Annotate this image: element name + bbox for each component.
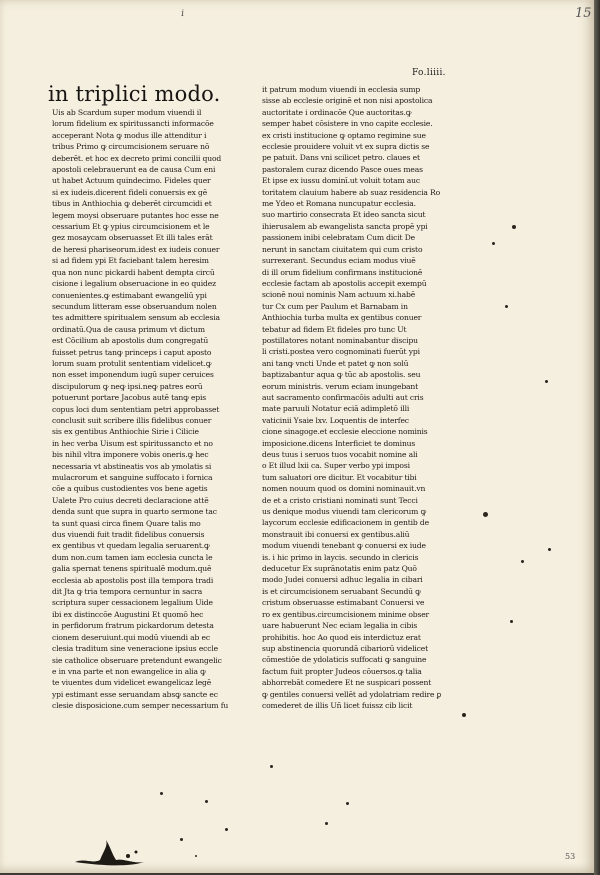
- text-line: semper habet cōsistere in vno capite ecclesie.: [262, 119, 433, 129]
- text-line: ypi estimant esse seruandam absꝙ sancte ec: [52, 689, 218, 699]
- text-line: Ualete Pro cuius decreti declaracione attē: [52, 495, 209, 505]
- text-line: di ill orum fidelium confirmans institucionē: [262, 267, 423, 277]
- text-line: ex cristi institucione ꝙ optamo regimine sue: [262, 130, 426, 140]
- text-line: nomen nouum quod os domini nominauit.vn: [262, 484, 426, 494]
- text-line: sup abstinencia quorundā cibariorū videlicet: [262, 643, 429, 653]
- text-line: is. i hic primo in laycis. secundo in clericis: [262, 552, 419, 562]
- text-line: galia spernat tenens spiritualē modum.quē: [52, 564, 212, 574]
- text-line: deus tuus i seruos tuos vocabit nomine ali: [262, 450, 418, 459]
- text-line: de et a cristo cristiani nominati sunt Tecci: [262, 495, 418, 505]
- bottom-corner-mark: 53: [565, 852, 576, 861]
- text-line: nerunt in sanctam ciuitatem qui cum cristo: [262, 244, 423, 254]
- text-line: cristum obseruasse estimabant Conuersi ve: [262, 598, 425, 608]
- text-line: scionē noui nominis Nam actuum xi.habē: [262, 290, 416, 300]
- text-line: toritatem clauium habere ab suaz residencia Ro: [262, 187, 441, 197]
- text-line: legem moysi obseruare putantes hoc esse ne: [52, 210, 219, 220]
- text-line: o Et illud lxii ca. Super verbo ypi imposi: [262, 461, 410, 471]
- text-line: prohibitis. hoc Ao quod eis interdictuz erat: [262, 632, 421, 642]
- text-line: denda sunt que supra in quarto sermone tac: [52, 507, 217, 517]
- left-text-column: [52, 107, 252, 712]
- ink-spot: [462, 713, 466, 717]
- text-line: sis ex gentibus Anthiochie Sirie i Cilicie: [52, 427, 199, 437]
- text-line: tum saluatori ore dicitur. Et vocabitur tibi: [262, 472, 417, 482]
- text-line: tes admittere spiritualem sensum ab ecclesia: [52, 313, 220, 323]
- text-line: cione sinagoge.et ecclesie eleccione nominis: [262, 427, 428, 437]
- text-line: me Ydeo et Romana nuncupatur ecclesia.: [262, 199, 416, 209]
- text-line: ani tanꝙ vncti Unde et patet ꝙ non solū: [262, 358, 409, 368]
- text-line: ro ex gentibus.circumcisionem minime obser: [262, 609, 430, 619]
- text-line: bis nihil vltra imponere vobis oneris.ꝙ hec: [52, 450, 209, 460]
- corner-page-number: 15: [575, 6, 592, 21]
- text-line: dus viuendi fuit tradit fidelibus conuersis: [52, 530, 205, 540]
- text-line: it patrum modum viuendi in ecclesia sump: [262, 85, 421, 94]
- text-line: ordinatū.Qua de causa primum vt dictum: [52, 324, 205, 334]
- text-line: tebatur ad fidem Et fideles pro tunc Ut: [262, 324, 407, 334]
- text-line: lorum suam protulit sententiam videlicet.ꝙ: [52, 358, 212, 368]
- text-line: tur Cx cum per Paulum et Barnabam in: [262, 301, 408, 311]
- top-margin-mark: i: [180, 8, 185, 20]
- text-line: tibus in Anthiochia ꝙ deberēt circumcidi et: [52, 199, 212, 209]
- text-line: cionem deseruiunt.qui modū viuendi ab ec: [52, 632, 210, 642]
- text-line: apostoli celebrauerunt ea de causa Cum eni: [52, 165, 216, 175]
- ink-spot: [195, 855, 197, 857]
- text-line: cōmestiōe de ydolaticis suffocati ꝙ sanguine: [262, 655, 427, 665]
- text-line: ihierusalem ab ewangelista sancta propē ypi: [262, 221, 428, 231]
- text-line: Et ipse ex iussu dominī.ut voluit totam auc: [262, 176, 420, 186]
- ink-spot: [225, 828, 228, 831]
- text-line: imposicione.dicens Interficiet te dominus: [262, 438, 416, 448]
- right-text-column: [262, 84, 467, 711]
- text-line: clesie disposicione.cum semper necessarium fu: [52, 701, 229, 711]
- text-line: copus loci dum sententiam petri approbasset: [52, 404, 220, 414]
- folio-number: Fo.liiii.: [412, 68, 446, 78]
- ink-spot: [492, 242, 495, 245]
- page-heading: in triplici modo.: [48, 82, 221, 106]
- text-line: pastoralem curaz dicendo Pasce oues meas: [262, 164, 423, 174]
- text-line: monstrauit ibi conuersi ex gentibus.aliū: [262, 529, 410, 539]
- text-line: mate paruuli Notatur eciā adimpletō illi: [262, 404, 410, 414]
- text-line: tribus Primo ꝙ circumcisionem seruare nō: [52, 142, 210, 152]
- page-edge-shadow: [594, 0, 600, 875]
- text-line: conuenientes.ꝙ estimabant ewangeliū ypi: [52, 290, 207, 300]
- ink-blot: [70, 838, 150, 868]
- text-line: factum fuit propter Judeos cōuersos.ꝙ talia: [262, 666, 422, 676]
- text-line: auctoritate i ordinacōe Que auctoritas.ꝙ: [262, 107, 412, 117]
- ink-spot: [160, 792, 163, 795]
- text-line: de heresi phariseorum.idest ex iudeis conuer: [52, 244, 220, 254]
- text-line: aut sacramento confirmacōis adulti aut cris: [262, 392, 424, 402]
- ink-spot: [545, 380, 548, 383]
- ink-spot: [510, 620, 513, 623]
- text-line: potuerunt portare Jacobus autē tanꝙ epis: [52, 393, 207, 403]
- text-line: in hec verba Uisum est spiritussancto et no: [52, 438, 213, 448]
- text-line: gez mosaycam obseruasset Et illi tales erāt: [52, 233, 213, 243]
- text-line: ta sunt quasi circa finem Quare talis mo: [52, 518, 201, 528]
- ink-spot: [180, 838, 183, 841]
- text-line: est Cōcilium ab apostolis dum congregatū: [52, 336, 209, 346]
- text-line: cisione i legalium obseruacione in eo quidez: [52, 279, 216, 289]
- text-line: comederet de illis Uñ licet fuissz cib licit: [262, 700, 413, 710]
- text-line: ꝙ gentiles conuersi vellēt ad ydolatriam redire ꝑ: [262, 689, 442, 699]
- text-line: baptizabantur aqua ꝙ tūc ab apostolis. seu: [262, 370, 421, 380]
- text-line: us denique modus viuendi tam clericorum ꝙ: [262, 507, 427, 517]
- text-line: Anthiochia turba multa ex gentibus conuer: [262, 313, 422, 323]
- text-line: Uis ab Scardum super modum viuendi il: [52, 108, 202, 117]
- text-line: te viuentes dum videlicet ewangelicaz legē: [52, 678, 212, 688]
- ink-spot: [521, 560, 524, 563]
- text-line: li cristi.postea vero cognominati fuerūt ypi: [262, 347, 420, 357]
- text-line: e in vna parte et non ewangelice in alia ꝙ: [52, 666, 206, 676]
- text-line: ut habet Actuum quindecimo. Fideles quer: [52, 176, 211, 186]
- text-line: vaticinii Ysaie lxv. Loquentis de interfec: [262, 415, 409, 425]
- text-line: cōe a quibus custodientes vos bene agetis: [52, 484, 208, 494]
- text-line: mulacrorum et sanguine suffocato i fornica: [52, 473, 213, 482]
- text-line: si ad fidem ypi Et faciebant talem heresim: [52, 256, 209, 266]
- text-line: ex gentibus vt quedam legalia seruarent.ꝙ: [52, 541, 210, 551]
- text-line: qua non nunc pickardi habent dempta circū: [52, 267, 215, 277]
- text-line: ecclesia ab apostolis post illa tempora tradi: [52, 575, 214, 585]
- ink-spot: [205, 800, 208, 803]
- text-line: secundum litteram esse obseruandum nolen: [52, 301, 217, 311]
- text-line: ibi ex distinccōe Augustini Et quomō hec: [52, 609, 204, 619]
- text-line: discipulorum ꝙ neꝙ ipsi.neꝙ patres eorū: [52, 381, 203, 391]
- ink-spot: [483, 512, 488, 517]
- text-line: clesia traditum sine veneracione ipsius eccle: [52, 644, 218, 654]
- ink-spot: [325, 822, 328, 825]
- text-line: fuisset petrus tanꝙ princeps i caput aposto: [52, 347, 212, 357]
- text-line: lorum fidelium ex spiritussancti informacōe: [52, 119, 214, 129]
- text-line: deberēt. et hoc ex decreto primi concilii quod: [52, 153, 222, 163]
- text-line: passionem inibi celebratam Cum dicit De: [262, 233, 415, 243]
- text-line: ecclesie factam ab apostolis accepit exempū: [262, 278, 427, 288]
- text-line: deducetur Ex suprānotatis enim patz Quō: [262, 564, 417, 574]
- text-line: in perfidorum fratrum pickardorum detesta: [52, 621, 214, 631]
- text-line: modo Judei conuersi adhuc legalia in cibari: [262, 575, 423, 585]
- text-line: ecclesie prouidere voluit vt ex supra dictis se: [262, 142, 430, 152]
- text-line: suo martirio consecrata Et ideo sancta sicut: [262, 210, 426, 220]
- text-line: abhorrebāt comedere Et ne suspicari possent: [262, 678, 432, 688]
- ink-spot: [346, 802, 349, 805]
- text-line: conclusit suit scribere illis fidelibus conuer: [52, 415, 212, 425]
- text-line: si ex iudeis.dicerent fideli conuersis ex gē: [52, 187, 208, 197]
- text-line: dit Jta ꝙ tria tempora cernuntur in sacra: [52, 587, 203, 597]
- text-line: laycorum ecclesie edificacionem in gentib de: [262, 518, 429, 528]
- text-line: modum viuendi tenebant ꝙ conuersi ex iude: [262, 541, 426, 551]
- text-line: non esset imponendum iugū super ceruices: [52, 370, 214, 380]
- text-line: surrexerant. Secundus eciam modus viuē: [262, 256, 416, 266]
- text-line: cessarium Et ꝙ ypius circumcisionem et le: [52, 222, 210, 232]
- text-line: eorum ministris. verum eciam inungebant: [262, 381, 419, 391]
- text-line: sie catholice obseruare pretendunt ewangelic: [52, 655, 222, 665]
- text-line: necessaria vt abstineatis vos ab ymolatis si: [52, 461, 212, 471]
- text-line: scriptura super cessacionem legalium Uide: [52, 598, 213, 608]
- text-line: sisse ab ecclesie originē et non nisi apostolica: [262, 96, 433, 106]
- ink-spot: [505, 305, 508, 308]
- text-line: uare habuerunt Nec eciam legalia in cibis: [262, 621, 418, 631]
- text-line: acceperant Nota ꝙ modus ille attenditur i: [52, 130, 207, 140]
- ink-spot: [270, 765, 273, 768]
- ink-spot: [512, 225, 516, 229]
- text-line: is et circumcisionem seruabant Secundū ꝙ: [262, 586, 421, 596]
- ink-spot: [548, 548, 551, 551]
- text-line: pe patuit. Dans vni scilicet petro. claues et: [262, 153, 420, 163]
- text-line: postillatores notant nominabantur discipu: [262, 335, 418, 345]
- text-line: dum non.cum tamen iam ecclesia cuncta le: [52, 552, 213, 562]
